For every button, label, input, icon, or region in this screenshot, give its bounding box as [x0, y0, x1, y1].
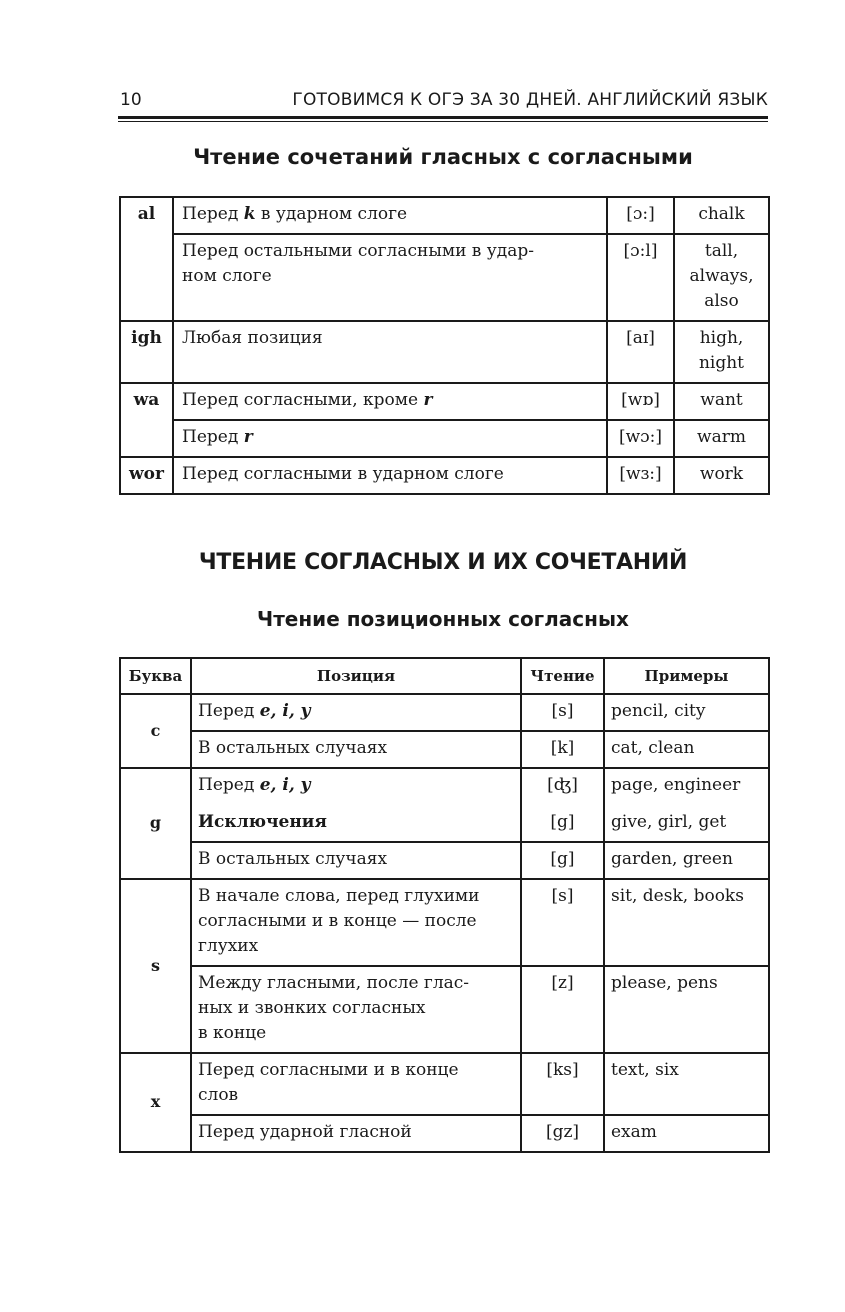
example-cell: high, night: [674, 321, 769, 383]
table-row: [120, 420, 769, 457]
letter-cell: s: [120, 879, 191, 1053]
reading-cell: [wɒ]: [607, 383, 674, 420]
table-row: [120, 768, 769, 842]
position-cell: Между гласными, после глас- ных и звонких согласных в конце: [191, 966, 521, 1053]
vowel-combinations-table: [119, 196, 770, 495]
position-cell: Перед согласными, кроме r: [173, 383, 607, 420]
table-header-row: [120, 658, 769, 694]
letter-cell: igh: [120, 321, 173, 383]
running-title: ГОТОВИМСЯ К ОГЭ ЗА 30 ДНЕЙ. АНГЛИЙСКИЙ ЯЗЫК: [292, 90, 768, 110]
table-row: [120, 694, 769, 731]
table-row: [120, 234, 769, 321]
example-cell: sit, desk, books: [604, 879, 769, 966]
example-cell: chalk: [674, 197, 769, 234]
reading-cell: [s]: [521, 879, 604, 966]
letter-cell: wa: [120, 383, 173, 457]
table2-title: Чтение позиционных согласных: [257, 607, 629, 631]
position-cell: В остальных случаях: [191, 731, 521, 768]
reading-cell: [g]: [521, 842, 604, 879]
letter-cell: wor: [120, 457, 173, 494]
example-cell: work: [674, 457, 769, 494]
header-position: Позиция: [191, 658, 521, 694]
example-cell: cat, clean: [604, 731, 769, 768]
position-cell: Перед r: [173, 420, 607, 457]
example-cell: want: [674, 383, 769, 420]
example-cell: exam: [604, 1115, 769, 1152]
example-cell: pencil, city: [604, 694, 769, 731]
reading-cell: [z]: [521, 966, 604, 1053]
table1-title: Чтение сочетаний гласных с согласными: [193, 145, 693, 169]
header-examples: Примеры: [604, 658, 769, 694]
position-cell: Перед k в ударном слоге: [173, 197, 607, 234]
reading-cell: [wɜ:]: [607, 457, 674, 494]
table-row: [120, 1053, 769, 1115]
position-cell: Перед согласными и в конце слов: [191, 1053, 521, 1115]
letter-cell: x: [120, 1053, 191, 1152]
example-cell: tall, always, also: [674, 234, 769, 321]
reading-cell: [ks]: [521, 1053, 604, 1115]
header-reading: Чтение: [521, 658, 604, 694]
page-header: [120, 88, 768, 114]
position-cell: Перед e, i, y: [191, 694, 521, 731]
header-rule-thick: [118, 116, 768, 119]
positional-consonants-table: [119, 657, 770, 1153]
position-cell: В остальных случаях: [191, 842, 521, 879]
position-cell: Перед согласными в ударном слоге: [173, 457, 607, 494]
reading-cell: [k]: [521, 731, 604, 768]
example-cell: garden, green: [604, 842, 769, 879]
table-row: [120, 457, 769, 494]
position-cell: Перед остальными согласными в удар- ном слоге: [173, 234, 607, 321]
example-cell: text, six: [604, 1053, 769, 1115]
reading-cell: [ʤ] [g]: [521, 768, 604, 842]
table-row: [120, 731, 769, 768]
position-cell: Любая позиция: [173, 321, 607, 383]
reading-cell: [s]: [521, 694, 604, 731]
table-row: [120, 197, 769, 234]
example-cell: page, engineer give, girl, get: [604, 768, 769, 842]
section-title: ЧТЕНИЕ СОГЛАСНЫХ И ИХ СОЧЕТАНИЙ: [198, 550, 688, 575]
table-row: [120, 383, 769, 420]
table-row: [120, 842, 769, 879]
page-number: 10: [120, 90, 142, 110]
table-row: [120, 1115, 769, 1152]
exceptions-label: Исключения: [198, 812, 327, 832]
reading-cell: [ɔ:]: [607, 197, 674, 234]
header-letter: Буква: [120, 658, 191, 694]
example-cell: please, pens: [604, 966, 769, 1053]
position-cell: Перед ударной гласной: [191, 1115, 521, 1152]
reading-cell: [ɔ:l]: [607, 234, 674, 321]
reading-cell: [wɔ:]: [607, 420, 674, 457]
header-rule-thin: [118, 121, 768, 122]
reading-cell: [gz]: [521, 1115, 604, 1152]
position-cell: Перед e, i, y Исключения: [191, 768, 521, 842]
letter-cell: al: [120, 197, 173, 321]
table-row: [120, 321, 769, 383]
table-row: [120, 879, 769, 966]
table-row: [120, 966, 769, 1053]
reading-cell: [aɪ]: [607, 321, 674, 383]
example-cell: warm: [674, 420, 769, 457]
position-cell: В начале слова, перед глухими согласными и в конце — после глухих: [191, 879, 521, 966]
letter-cell: g: [120, 768, 191, 879]
letter-cell: c: [120, 694, 191, 768]
